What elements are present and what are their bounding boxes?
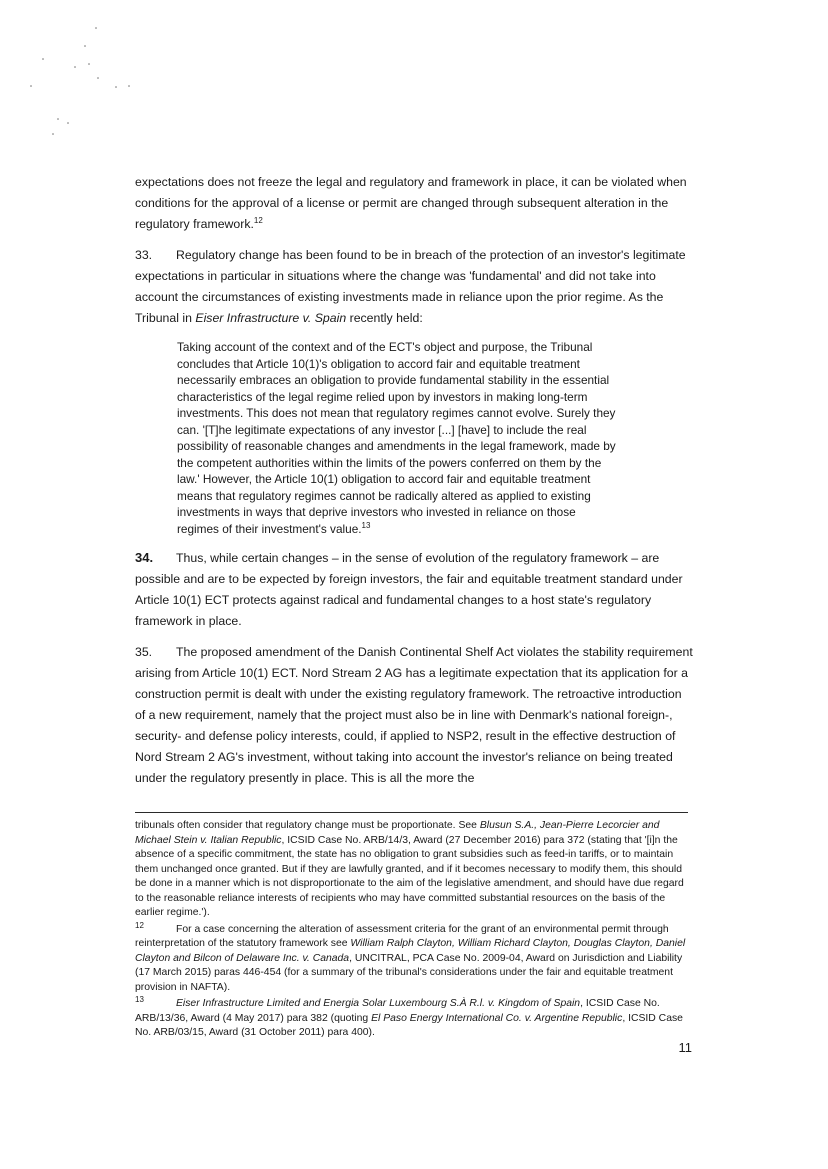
footnote-continuation [135, 819, 688, 921]
footnote-ref-12: 12 [253, 216, 263, 225]
footnote-text: , UNCITRAL, PCA Case No. 2009-04, Award on Jurisdiction and Liability (17 March 2015) paras 446-454 (for a summary of the tribunal's considerations under the fair and equitable treatment provision in NAFTA). [135, 952, 683, 993]
page-number: 11 [678, 1040, 692, 1055]
paragraph-33 [135, 245, 693, 329]
main-body [135, 172, 693, 799]
scan-speck [115, 86, 117, 88]
case-name: Blusun S.A., Jean-Pierre Lecorcier and Michael Stein v. Italian Republic [135, 820, 660, 846]
quote-text: Taking account of the context and of the ECT's object and purpose, the Tribunal concludes that Article 10(1)'s obligation to accord fair and equitable treatment necessarily embraces an obligation to provide fundamental stability in the essential characteristics of the legal regime relied upon by investors in making long-term investments. This does not mean that regulatory regimes cannot evolve. Surely they can. '[T]he legitimate expectations of any investor [...] [have] to include the real possibility of reasonable changes and amendments in the legal framework, made by the competent authorities within the limits of the powers conferred on them by the law.' However, the Article 10(1) obligation to accord fair and equitable treatment means that regulatory regimes cannot be radically altered as applied to existing investments in ways that deprive investors who invested in reliance on those regimes of their investment's value. [177, 340, 616, 536]
paragraph-text: Regulatory change has been found to be in breach of the protection of an investor's legitimate expectations in particular in situations where the change was 'fundamental' and did not take into account the circumstances of existing investments made in reliance upon the prior regime. As the Tribunal in [135, 248, 686, 325]
footnote-text: tribunals often consider that regulatory change must be proportionate. See [135, 820, 480, 831]
paragraph-number: 34. [135, 550, 154, 565]
scan-speck [42, 58, 44, 60]
footnote-text: , ICSID Case No. ARB/14/3, Award (27 December 2016) para 372 (stating that '[i]n the absence of a specific commitment, the state has no obligation to grant subsidies such as feed-in tariffs, or to maintain them unchanged once granted. But if they are lawfully granted, and if it becomes necessary to modify them, this should be done in a manner which is not disproportionate to the aim of the legislative amendment, and should have due regard to the reasonable reliance interests of recipients who may have committed substantial resources on the basis of the earlier regime.'). [135, 834, 684, 918]
footnote-text: , ICSID Case No. ARB/03/15, Award (31 October 2011) para 400). [135, 1012, 683, 1038]
case-name: William Ralph Clayton, William Richard Clayton, Douglas Clayton, Daniel Clayton and Bilcon of Delaware Inc. v. Canada [135, 938, 686, 964]
scan-speck [97, 77, 99, 79]
footnote-ref-13: 13 [361, 520, 371, 530]
scan-speck [88, 63, 90, 65]
scan-speck [84, 45, 86, 47]
case-name: El Paso Energy International Co. v. Argentine Republic [371, 1012, 623, 1024]
scan-speck [128, 85, 130, 87]
scan-speck [52, 133, 54, 135]
footnote-13: 13 Eiser Infrastructure Limited and Energia Solar Luxembourg S.À R.l. v. Kingdom of Spain, ICSID Case No. ARB/13/36, Award (4 May 2017) para 382 (quoting El Paso Energy International Co. v. Argentine Republic, ICSID Case No. ARB/03/15, Award (31 October 2011) para 400). [135, 995, 683, 1038]
case-name: Eiser Infrastructure v. Spain [195, 311, 347, 325]
paragraph-text: The proposed amendment of the Danish Continental Shelf Act violates the stability requirement arising from Article 10(1) ECT. Nord Stream 2 AG has a legitimate expectation that its application for a construction permit is dealt with under the existing regulatory framework. The retroactive introduction of a new requirement, namely that the project must also be in line with Denmark's national foreign-, security- and defense policy interests, could, if applied to NSP2, result in the effective destruction of Nord Stream 2 AG's investment, without taking into account the investor's reliance on being treated under the regulatory presently in place. This is all the more the [135, 645, 693, 785]
scan-speck [74, 66, 76, 68]
paragraph-text: recently held: [346, 311, 423, 325]
scan-speck [30, 85, 32, 87]
block-quote [177, 339, 617, 537]
paragraph-text: Thus, while certain changes – in the sense of evolution of the regulatory framework – are possible and are to be expected by foreign investors, the fair and equitable treatment standard under Article 10(1) ECT protects against radical and fundamental changes to a host state's regulatory framework in place. [135, 551, 683, 628]
paragraph-34 [135, 547, 693, 632]
continuation-text: expectations does not freeze the legal and regulatory and framework in place, it can be violated when conditions for the approval of a license or permit are changed through subsequent alteration in the regulatory framework. [135, 175, 687, 231]
continuation-paragraph [135, 172, 693, 235]
footnotes-section [135, 812, 688, 1043]
case-name: Eiser Infrastructure Limited and Energia Solar Luxembourg S.À R.l. v. Kingdom of Spain [176, 998, 581, 1009]
scan-speck [67, 122, 69, 124]
scan-speck [95, 27, 97, 29]
scan-speck [57, 118, 59, 120]
footnote-text: , ICSID Case No. ARB/13/36, Award (4 May 2017) para 382 (quoting [135, 998, 660, 1024]
footnote-text: For a case concerning the alteration of assessment criteria for the grant of an environmental permit through reinterpretation of the statutory framework see [135, 923, 669, 949]
paragraph-number: 35. [135, 645, 153, 659]
paragraph-35 [135, 642, 693, 789]
footnote-12: 12 For a case concerning the alteration of assessment criteria for the grant of an environmental permit through reinterpretation of the statutory framework see William Ralph Clayton, William Richard Clayton, Douglas Clayton, Daniel Clayton and Bilcon of Delaware Inc. v. Canada, UNCITRAL, PCA Case No. 2009-04, Award on Jurisdiction and Liability (17 March 2015) paras 446-454 (for a summary of the tribunal's considerations under the fair and equitable treatment provision in NAFTA). [135, 920, 686, 993]
paragraph-number: 33. [135, 248, 153, 262]
